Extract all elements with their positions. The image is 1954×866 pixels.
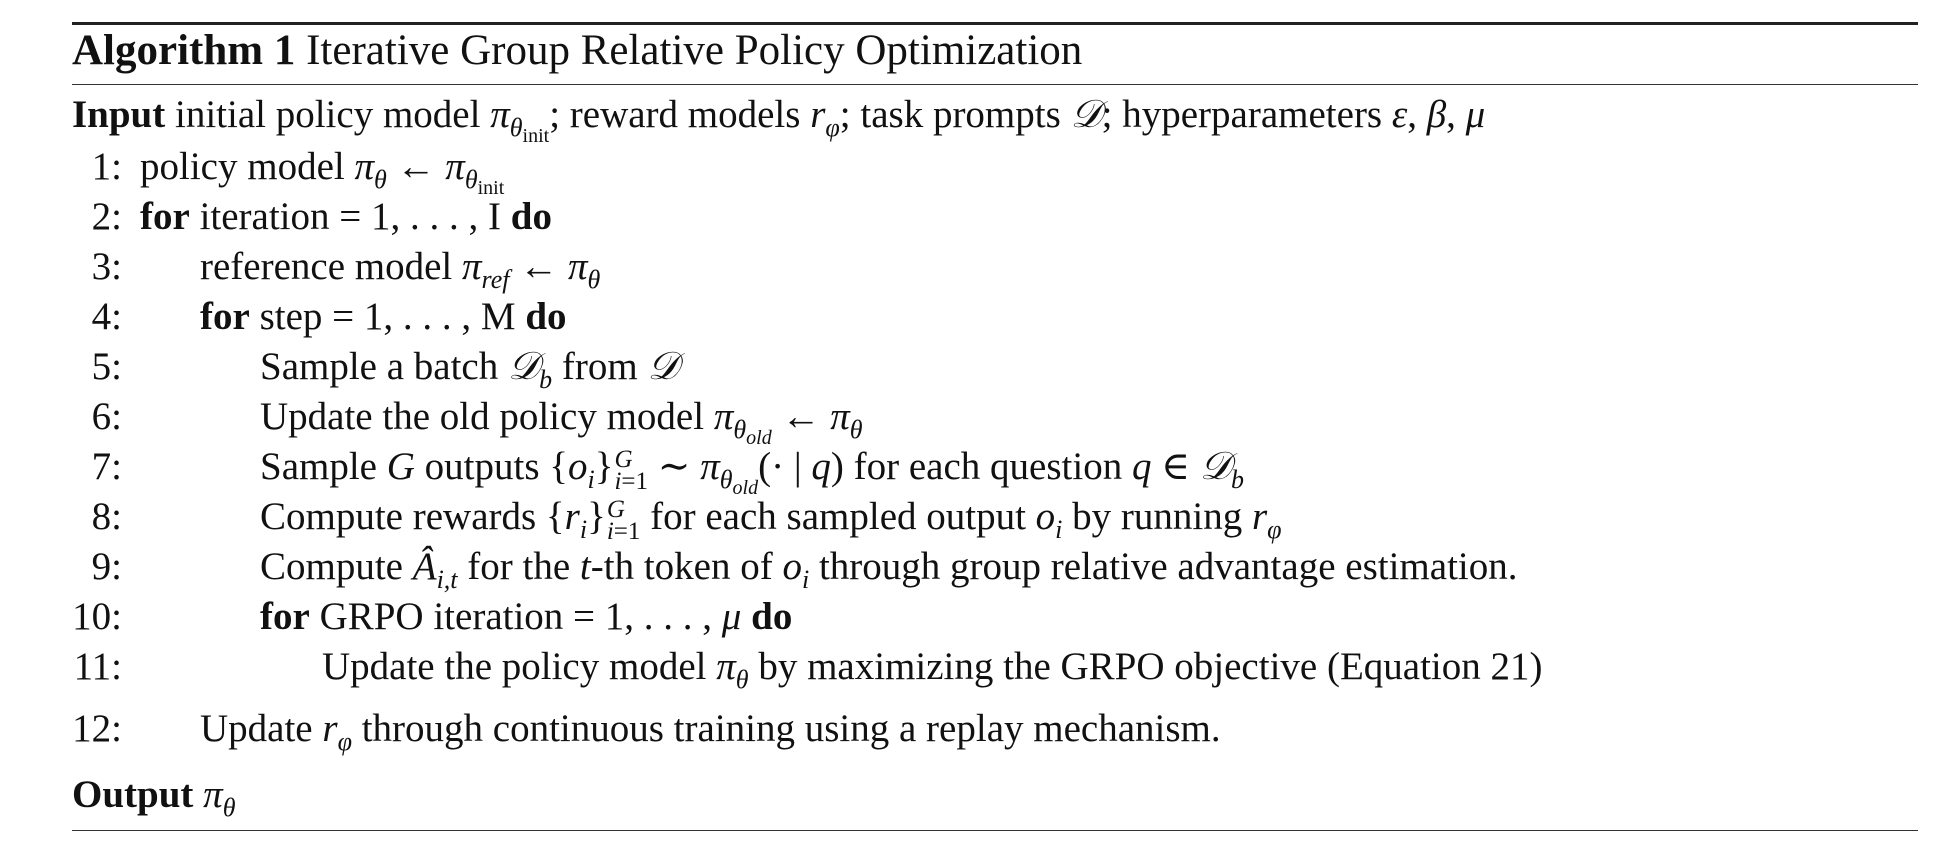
algorithm-steps [72,144,1918,756]
line-number: 5: [91,344,122,388]
line-number: 1: [91,144,122,188]
line-number: 3: [91,244,122,288]
step-11: 11: Update the policy model $\pi_\theta$ by maximizing the GRPO objective (Equation 21) [73,644,1543,694]
step-8: 8: Compute rewards $\{r_i\}$ G i=1 for each sampled output $o_i$ by running $r_\varphi$ [72,494,1918,544]
step-4: 4: for step = 1, . . . , M do [72,294,1918,344]
line-number: 2: [91,194,122,238]
step-5: 5: Sample a batch 𝒟$_b$ from 𝒟 [72,344,1918,394]
step-2: 2: for iteration = 1, . . . , I do [72,194,1918,244]
algorithm-title [72,25,1918,84]
line-number: 7: [91,444,122,488]
bottom-rule [72,830,1918,831]
step-1: 1: policy model $\pi_\theta$ ← $\pi_{\theta_{init}}$ [72,144,1918,194]
step-12: 12: Update $r_\varphi$ through continuous training using a replay mechanism. [72,706,1221,756]
step-10: 10: for GRPO iteration = 1, . . . , μ do [72,594,793,638]
line-number: 8: [91,494,122,538]
input-label: Input [72,93,166,136]
step-6: 6: Update the old policy model $\pi_{\theta_{old}}$ ← $\pi_\theta$ [72,394,1918,444]
input-line: Input initial policy model $\pi_{\theta_{init}}$; reward models $r_\varphi$; task prompts 𝒟; hyperparameters ε, β, μ [72,92,1486,147]
algorithm-title-text: Iterative Group Relative Policy Optimization [306,27,1083,74]
step-9: 9: Compute $Â_{i,t}$ for the t-th token of $o_i$ through group relative advantage estimation. [72,544,1918,594]
step-3: 3: reference model $\pi_{ref}$ ← $\pi_\theta$ [72,244,1918,294]
line-number: 12: [72,706,122,750]
line-number: 11: [73,644,122,688]
line-number: 6: [91,394,122,438]
algorithm-label: Algorithm 1 [72,27,296,74]
algorithm-box [72,22,1918,831]
output-label: Output [72,772,194,816]
step-7: 7: Sample G outputs $\{o_i\}$ G i=1 ∼ $\pi_{\theta_{old}}(\cdot$ | q) for each question q ∈ 𝒟$_b$ [72,444,1918,494]
line-number: 10: [72,594,122,638]
line-number: 9: [91,544,122,588]
line-number: 4: [91,294,122,338]
output-line: Output $\pi_\theta$ [72,772,236,822]
